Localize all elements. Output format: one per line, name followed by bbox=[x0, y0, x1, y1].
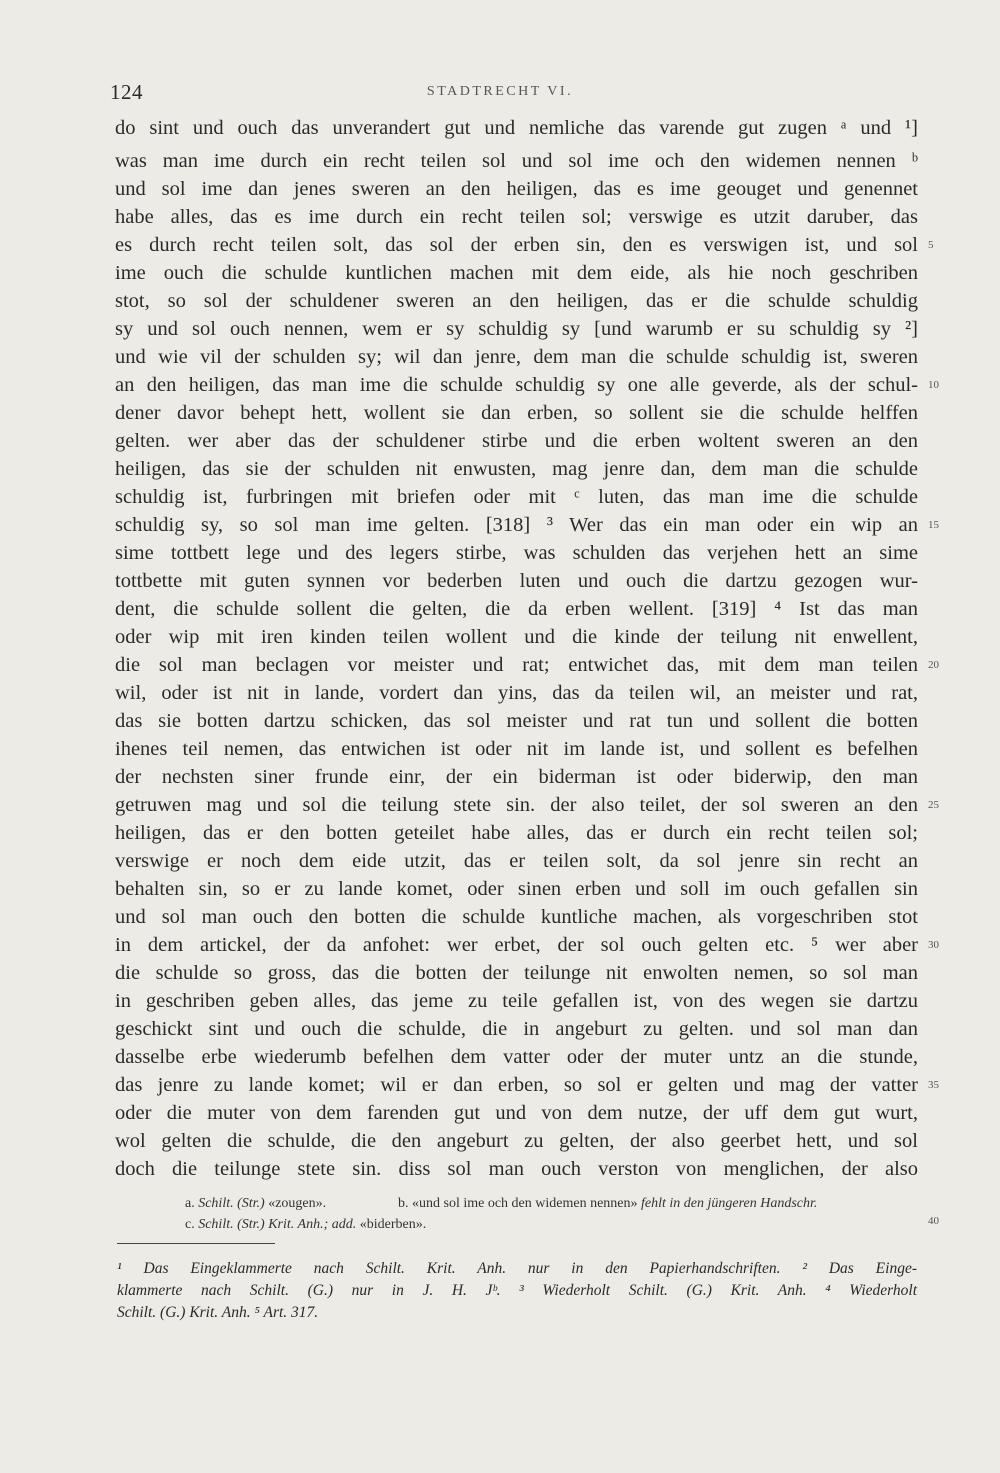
text-line: und sol ime dan jenes sweren an den heiligen, das es ime geouget und genennet bbox=[115, 178, 918, 200]
line-number: 20 bbox=[928, 659, 939, 671]
variant-note-label: c. bbox=[185, 1217, 195, 1232]
text-line: oder wip mit iren kinden teilen wollent und die kinde der teilung nit enwellent, bbox=[115, 626, 918, 648]
text-line: schuldig sy, so sol man ime gelten. [318] ³ Wer das ein man oder ein wip an bbox=[115, 514, 918, 536]
text-line: in dem artickel, der da anfohet: wer erbet, der sol ouch gelten etc. ⁵ wer aber bbox=[115, 934, 918, 956]
line-number: 25 bbox=[928, 799, 939, 811]
variant-note-source: Schilt. (Str.) bbox=[198, 1196, 265, 1211]
text-line: die sol man beclagen vor meister und rat; entwichet das, mit dem man teilen bbox=[115, 654, 918, 676]
text-line: getruwen mag und sol die teilung stete sin. der also teilet, der sol sweren an den bbox=[115, 794, 918, 816]
line-number: 5 bbox=[928, 239, 934, 251]
text-line: stot, so sol der schuldener sweren an den heiligen, das er die schulde schuldig bbox=[115, 290, 918, 312]
variant-note-c bbox=[185, 1217, 426, 1233]
footnote-line: Schilt. (G.) Krit. Anh. ⁵ Art. 317. bbox=[117, 1304, 319, 1321]
footnote-rule bbox=[117, 1243, 275, 1244]
text-line: die schulde so gross, das die botten der teilunge nit enwolten nemen, so sol man bbox=[115, 962, 918, 984]
variant-note-a bbox=[185, 1196, 326, 1212]
footnote-line: klammerte nach Schilt. (G.) nur in J. H. Jᵇ. ³ Wiederholt Schilt. (G.) Krit. Anh. ⁴ Wiederholt bbox=[117, 1282, 917, 1299]
variant-note-comment: fehlt in den jüngeren Handschr. bbox=[641, 1196, 818, 1211]
variant-note-label: b. bbox=[398, 1196, 409, 1211]
running-title: STADTRECHT VI. bbox=[426, 84, 574, 99]
footnote-line: ¹ Das Eingeklammerte nach Schilt. Krit. Anh. nur in den Papierhandschriften. ² Das Einge- bbox=[117, 1260, 917, 1277]
text-line: verswige er noch dem eide utzit, das er teilen solt, da sol jenre sin recht an bbox=[115, 850, 918, 872]
text-line: dent, die schulde sollent die gelten, die da erben wellent. [319] ⁴ Ist das man bbox=[115, 598, 918, 620]
text-line: der nechsten siner frunde einr, der ein biderman ist oder biderwip, den man bbox=[115, 766, 918, 788]
page-number: 124 bbox=[110, 80, 143, 104]
line-number: 10 bbox=[928, 379, 939, 391]
text-line: ime ouch die schulde kuntlichen machen mit dem eide, als hie noch geschriben bbox=[115, 262, 918, 284]
text-line: dasselbe erbe wiederumb befelhen dem vatter oder der muter untz an die stunde, bbox=[115, 1046, 918, 1068]
text-line: habe alles, das es ime durch ein recht teilen sol; verswige es utzit daruber, das bbox=[115, 206, 918, 228]
line-number: 35 bbox=[928, 1079, 939, 1091]
text-line: behalten sin, so er zu lande komet, oder sinen erben und soll im ouch gefallen sin bbox=[115, 878, 918, 900]
text-line: was man ime durch ein recht teilen sol und sol ime och den widemen nennen ᵇ bbox=[115, 150, 918, 172]
text-line: doch die teilunge stete sin. diss sol man ouch verston von menglichen, der also bbox=[115, 1158, 918, 1180]
text-line: sy und sol ouch nennen, wem er sy schuldig sy [und warumb er su schuldig sy ²] bbox=[115, 318, 918, 340]
text-line: heiligen, das sie der schulden nit enwusten, mag jenre dan, dem man die schulde bbox=[115, 458, 918, 480]
text-line: dener davor behept hett, wollent sie dan erben, so sollent sie die schulde helffen bbox=[115, 402, 918, 424]
text-line: in geschriben geben alles, das jeme zu teile gefallen ist, von des wegen sie dartzu bbox=[115, 990, 918, 1012]
text-line: gelten. wer aber das der schuldener stirbe und die erben woltent sweren an den bbox=[115, 430, 918, 452]
text-line: do sint und ouch das unverandert gut und nemliche das varende gut zugen ᵃ und ¹] bbox=[115, 117, 918, 139]
line-number: 15 bbox=[928, 519, 939, 531]
line-number: 30 bbox=[928, 939, 939, 951]
text-line: es durch recht teilen solt, das sol der erben sin, den es verswigen ist, und sol bbox=[115, 234, 918, 256]
text-line: das sie botten dartzu schicken, das sol meister und rat tun und sollent die botten bbox=[115, 710, 918, 732]
variant-note-label: a. bbox=[185, 1196, 195, 1211]
text-line: das jenre zu lande komet; wil er dan erben, so sol er gelten und mag der vatter bbox=[115, 1074, 918, 1096]
variant-note-reading: «biderben». bbox=[359, 1217, 427, 1232]
text-line: und wie vil der schulden sy; wil dan jenre, dem man die schulde schuldig ist, sweren bbox=[115, 346, 918, 368]
variant-note-reading: «und sol ime och den widemen nennen» bbox=[412, 1196, 638, 1211]
text-line: heiligen, das er den botten geteilet habe alles, das er durch ein recht teilen sol; bbox=[115, 822, 918, 844]
variant-note-b bbox=[398, 1196, 817, 1212]
variant-note-reading: «zougen». bbox=[268, 1196, 327, 1211]
text-line: und sol man ouch den botten die schulde kuntliche machen, als vorgeschriben stot bbox=[115, 906, 918, 928]
text-line: tottbette mit guten synnen vor bederben luten und ouch die dartzu gezogen wur- bbox=[115, 570, 918, 592]
variant-note-source: Schilt. (Str.) Krit. Anh.; add. bbox=[198, 1217, 357, 1232]
text-line: geschickt sint und ouch die schulde, die in angeburt zu gelten. und sol man dan bbox=[115, 1018, 918, 1040]
text-line: wil, oder ist nit in lande, vordert dan yins, das da teilen wil, an meister und rat, bbox=[115, 682, 918, 704]
line-number: 40 bbox=[928, 1215, 939, 1227]
text-line: an den heiligen, das man ime die schulde schuldig sy one alle geverde, als der schul- bbox=[115, 374, 918, 396]
text-line: schuldig ist, furbringen mit briefen oder mit ᶜ luten, das man ime die schulde bbox=[115, 486, 918, 508]
text-line: wol gelten die schulde, die den angeburt zu gelten, der also geerbet hett, und sol bbox=[115, 1130, 918, 1152]
text-line: sime tottbett lege und des legers stirbe, was schulden das verjehen hett an sime bbox=[115, 542, 918, 564]
text-line: ihenes teil nemen, das entwichen ist oder nit im lande ist, und sollent es befelhen bbox=[115, 738, 918, 760]
text-line: oder die muter von dem farenden gut und von dem nutze, der uff dem gut wurt, bbox=[115, 1102, 918, 1124]
